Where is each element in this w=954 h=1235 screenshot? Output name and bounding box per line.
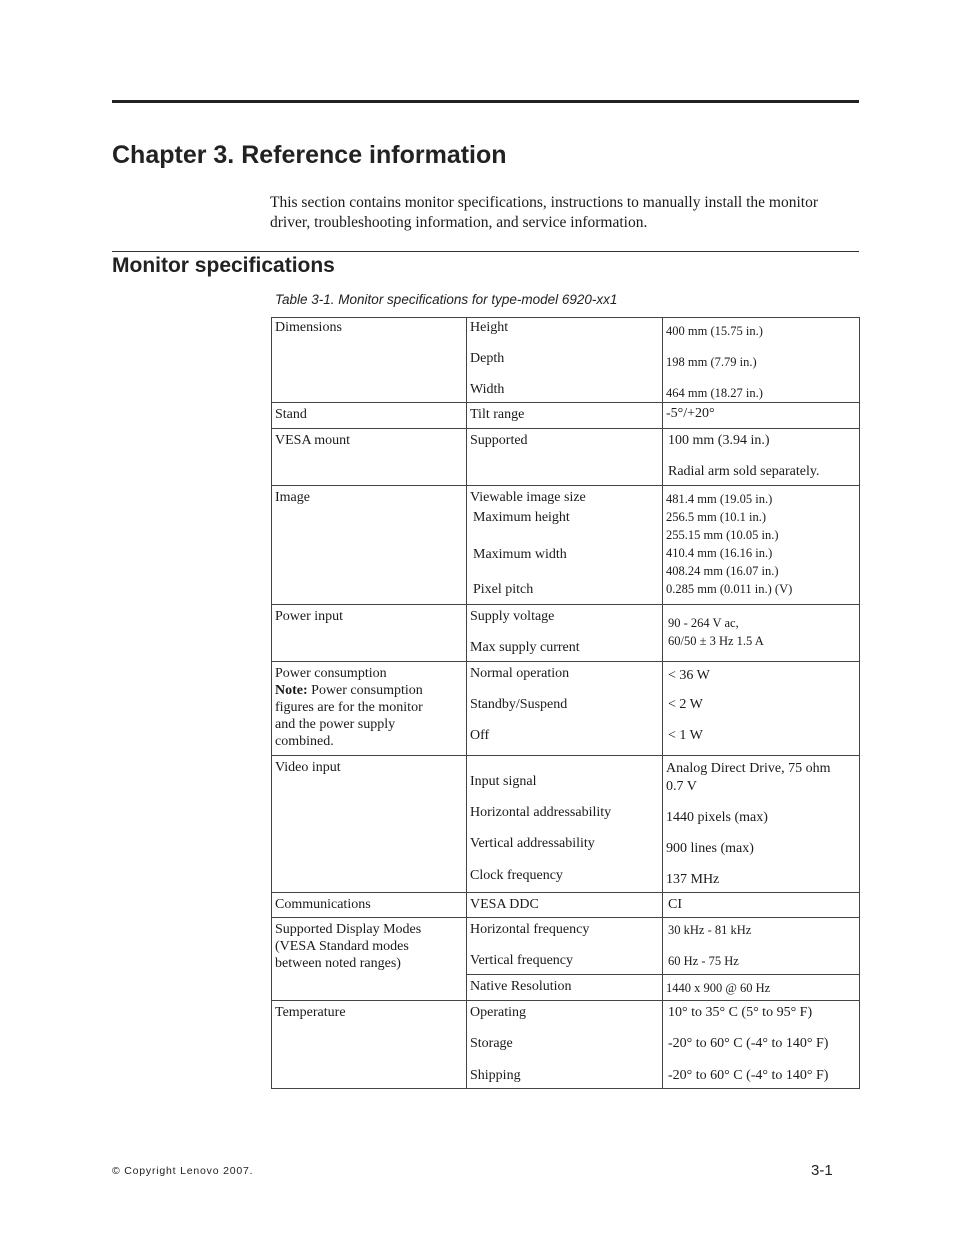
- param-label: Depth: [470, 351, 505, 366]
- note-label: Note:: [275, 683, 308, 698]
- param-label: Width: [470, 382, 505, 397]
- param-value: 255.15 mm (10.05 in.): [666, 528, 779, 542]
- row-label: Dimensions: [275, 320, 342, 335]
- table-caption: Table 3-1. Monitor specifications for type-model 6920-xx1: [275, 292, 618, 307]
- param-label: Normal operation: [470, 666, 570, 681]
- row-label: Stand: [275, 407, 307, 422]
- param-value: 256.5 mm (10.1 in.): [666, 510, 766, 524]
- param-label: Operating: [470, 1005, 526, 1020]
- param-value: Analog Direct Drive, 75 ohm: [666, 761, 831, 776]
- param-label: VESA DDC: [470, 897, 539, 912]
- param-value: 30 kHz - 81 kHz: [668, 923, 752, 937]
- param-value: 900 lines (max): [666, 841, 754, 856]
- row-label: Image: [275, 490, 310, 505]
- param-value: 198 mm (7.79 in.): [666, 355, 757, 369]
- table-row: [272, 662, 860, 756]
- param-label: Maximum height: [473, 510, 570, 525]
- param-label: Tilt range: [470, 407, 525, 422]
- param-value: 0.285 mm (0.011 in.) (V): [666, 582, 793, 596]
- row-label: Power input: [275, 609, 344, 624]
- section-rule: [112, 251, 859, 252]
- row-label: Communications: [275, 897, 371, 912]
- param-value: < 36 W: [668, 668, 710, 683]
- param-label: Shipping: [470, 1068, 521, 1083]
- param-label: Supported: [470, 433, 528, 448]
- note-line: figures are for the monitor: [275, 700, 423, 715]
- param-label: Maximum width: [473, 547, 567, 562]
- param-value: -20° to 60° C (-4° to 140° F): [668, 1036, 829, 1051]
- param-value: -20° to 60° C (-4° to 140° F): [668, 1068, 829, 1083]
- param-value: CI: [668, 897, 682, 912]
- param-label: Viewable image size: [470, 490, 586, 505]
- row-label: Supported Display Modes: [275, 922, 422, 937]
- param-value: < 1 W: [668, 728, 703, 743]
- table-row: [272, 486, 860, 605]
- param-value: < 2 W: [668, 697, 703, 712]
- param-value: 90 - 264 V ac,: [668, 616, 739, 630]
- param-label: Storage: [470, 1036, 513, 1051]
- param-value: 464 mm (18.27 in.): [666, 386, 763, 400]
- row-label: VESA mount: [275, 433, 351, 448]
- table-row: [272, 605, 860, 662]
- section-title: Monitor specifications: [112, 254, 335, 277]
- chapter-title: Chapter 3. Reference information: [112, 141, 507, 169]
- param-label: Native Resolution: [470, 979, 572, 994]
- param-value: 410.4 mm (16.16 in.): [666, 546, 773, 560]
- param-label: Vertical addressability: [470, 836, 595, 851]
- spec-table: [271, 317, 860, 1089]
- row-label: between noted ranges): [275, 956, 401, 971]
- param-value: 100 mm (3.94 in.): [668, 433, 770, 448]
- intro-paragraph: This section contains monitor specifications, instructions to manually install the monitor driver, troubleshooting information, and service information.: [270, 194, 819, 231]
- param-value: 400 mm (15.75 in.): [666, 324, 763, 338]
- param-value: 408.24 mm (16.07 in.): [666, 564, 779, 578]
- row-label: (VESA Standard modes: [275, 939, 409, 954]
- note-line: Power consumption: [307, 683, 423, 698]
- param-value: 1440 pixels (max): [666, 810, 768, 825]
- param-value: 481.4 mm (19.05 in.): [666, 492, 773, 506]
- param-label: Input signal: [470, 774, 537, 789]
- top-rule: [112, 100, 859, 103]
- param-label: Pixel pitch: [473, 582, 534, 597]
- page-number: 3-1: [811, 1162, 833, 1179]
- row-label: Temperature: [275, 1005, 346, 1020]
- param-value: 60 Hz - 75 Hz: [668, 954, 739, 968]
- table-row: [272, 756, 860, 893]
- param-label: Height: [470, 320, 509, 335]
- table-row: [272, 1001, 860, 1089]
- param-value: 137 MHz: [666, 872, 720, 887]
- note-line: combined.: [275, 734, 334, 749]
- param-label: Clock frequency: [470, 868, 563, 883]
- param-label: Standby/Suspend: [470, 697, 568, 712]
- note-line: and the power supply: [275, 717, 396, 732]
- row-label: Video input: [275, 760, 341, 775]
- table-row: [272, 318, 860, 403]
- table-row: [272, 918, 860, 975]
- param-label: Max supply current: [470, 640, 580, 655]
- param-value: 1440 x 900 @ 60 Hz: [666, 981, 771, 995]
- param-label: Supply voltage: [470, 609, 555, 624]
- param-label: Horizontal frequency: [470, 922, 590, 937]
- param-label: Off: [470, 728, 490, 743]
- table-row: [272, 429, 860, 486]
- table-row: [272, 893, 860, 918]
- row-label: Power consumption: [275, 666, 387, 681]
- param-label: Vertical frequency: [470, 953, 573, 968]
- param-label: Horizontal addressability: [470, 805, 612, 820]
- copyright-notice: © Copyright Lenovo 2007.: [112, 1165, 254, 1177]
- param-value: 10° to 35° C (5° to 95° F): [668, 1005, 813, 1020]
- param-value: Radial arm sold separately.: [668, 464, 820, 479]
- table-row: [272, 403, 860, 429]
- param-value: 60/50 ± 3 Hz 1.5 A: [668, 634, 764, 648]
- param-value: 0.7 V: [666, 779, 697, 794]
- note-text: [275, 682, 423, 699]
- param-value: -5°/+20°: [666, 406, 715, 421]
